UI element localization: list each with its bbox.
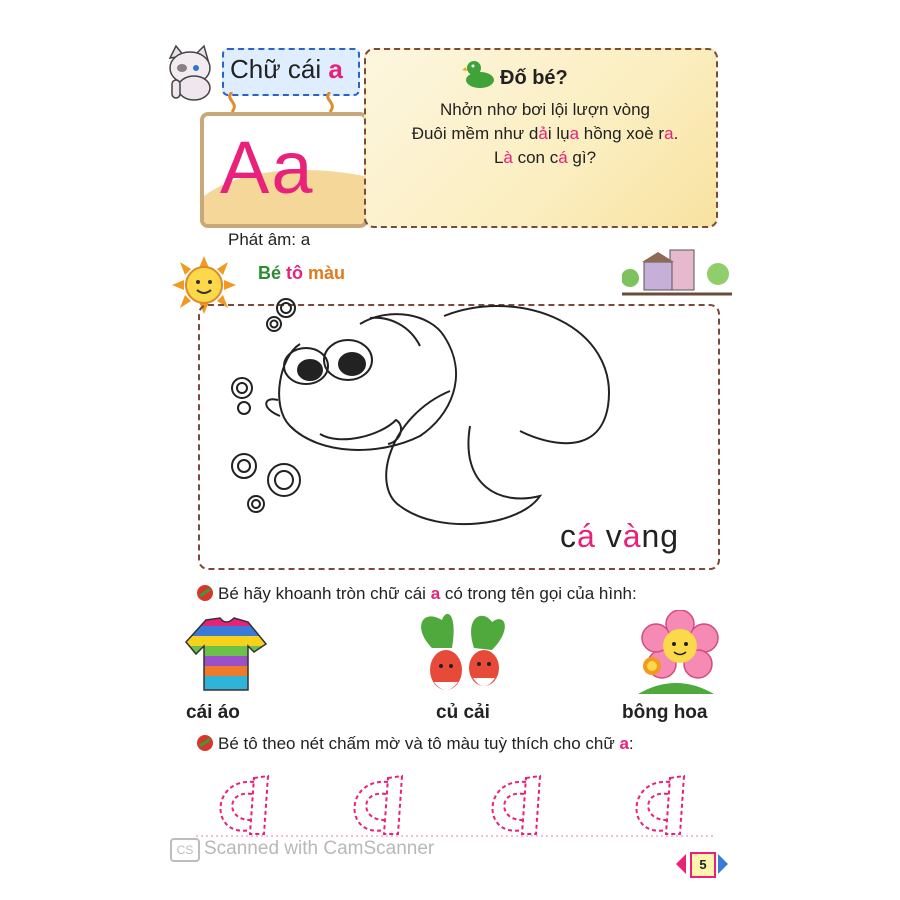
riddle-title: Đố bé? — [500, 67, 568, 89]
item-label-radish: củ cải — [436, 702, 490, 723]
riddle-line-1: Nhởn nhơ bơi lội lượn vòng — [439, 100, 651, 119]
item-label-shirt: cái áo — [186, 702, 240, 723]
riddle-line-3: Là con cá gì? — [493, 148, 597, 167]
camscanner-watermark: Scanned with CamScanner — [204, 838, 435, 859]
letter-title-letter: a — [328, 54, 343, 84]
duck-icon — [462, 58, 496, 90]
fish-drawing — [220, 296, 640, 536]
radish-icon — [412, 608, 512, 696]
flower-icon — [628, 610, 724, 696]
camscanner-logo: CS — [170, 838, 200, 862]
apple-bullet-icon — [196, 584, 214, 602]
pronunciation-label: Phát âm: a — [228, 230, 311, 249]
page-number: 5 — [690, 852, 716, 878]
big-letter: Aa — [220, 126, 315, 209]
hook-decoration — [224, 92, 340, 114]
house-icon — [622, 244, 732, 302]
cat-icon — [160, 44, 226, 106]
tracing-area — [196, 768, 716, 848]
riddle-line-2: Đuôi mềm như dải lụa hồng xoè ra. — [411, 124, 679, 143]
shirt-icon — [184, 616, 268, 692]
exercise1-instruction: Bé hãy khoanh tròn chữ cái a có trong tên gọi của hình: — [218, 584, 637, 603]
coloring-caption: cá vàng — [560, 518, 680, 554]
letter-title-prefix: Chữ cái — [230, 54, 329, 84]
exercise2-instruction: Bé tô theo nét chấm mờ và tô màu tuỳ thích cho chữ a: — [218, 734, 634, 753]
coloring-title: Bé tô màu — [258, 263, 346, 283]
apple-bullet-icon — [196, 734, 214, 752]
letter-title — [230, 54, 343, 85]
item-label-flower: bông hoa — [622, 702, 708, 723]
